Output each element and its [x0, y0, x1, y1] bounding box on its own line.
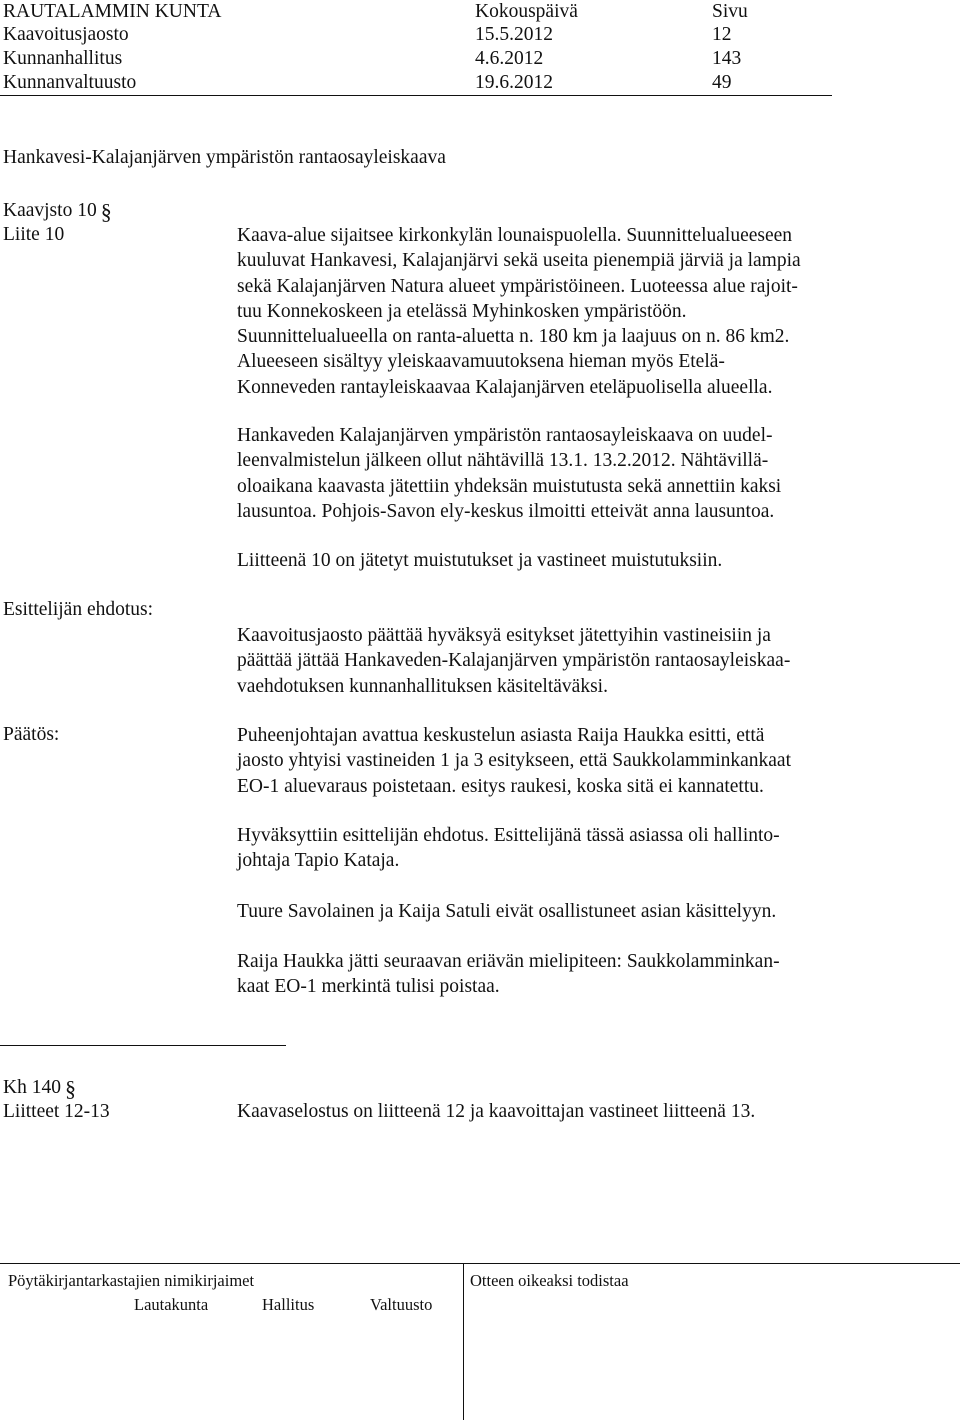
- text-line: Suunnittelualueella on ranta-aluetta n. 180 km ja laajuus on n. 86 km2.: [237, 326, 790, 348]
- org-name: RAUTALAMMIN KUNTA: [3, 1, 222, 22]
- header-rule: [0, 95, 832, 96]
- certified-label: Otteen oikeaksi todistaa: [470, 1271, 629, 1290]
- footer-divider: [463, 1263, 464, 1420]
- decision-label: Päätös:: [3, 724, 60, 745]
- footer-body-hallitus: Hallitus: [262, 1295, 315, 1314]
- footer-body-valtuusto: Valtuusto: [370, 1295, 433, 1314]
- footer-top-rule: [0, 1263, 960, 1264]
- header-row-body: Kunnanvaltuusto: [3, 72, 137, 93]
- text-line: vaehdotuksen kunnanhallituksen käsiteltäväksi.: [237, 675, 608, 697]
- col-page: Sivu: [712, 1, 748, 22]
- text-line: leenvalmistelun jälkeen ollut nähtävillä 13.1. 13.2.2012. Nähtävillä-: [237, 450, 769, 472]
- header-row-date: 15.5.2012: [475, 24, 553, 45]
- dissent-paragraph: [237, 949, 877, 1000]
- display-paragraph: [237, 423, 877, 524]
- header-row-page: 49: [712, 72, 732, 93]
- text-line: Hankaveden Kalajanjärven ympäristön rantaosayleiskaava on uudel-: [237, 425, 773, 446]
- header-row-page: 12: [712, 24, 732, 45]
- text-line: Raija Haukka jätti seuraavan eriävän mielipiteen: Saukkolamminkan-: [237, 951, 780, 972]
- section2-code: [3, 1074, 76, 1100]
- header-row-page: 143: [712, 48, 742, 69]
- section-separator: [0, 1045, 286, 1046]
- text-line: tuu Konnekoskeen ja etelässä Myhinkosken ympäristöön.: [237, 300, 687, 322]
- header-row-date: 19.6.2012: [475, 72, 553, 93]
- text-line: Tuure Savolainen ja Kaija Satuli eivät osallistuneet asian käsittelyyn.: [237, 901, 777, 922]
- section2-attachment-label: Liitteet 12-13: [3, 1101, 110, 1122]
- description-paragraph: [237, 223, 877, 400]
- proposal-paragraph: [237, 623, 877, 699]
- header-row-date: 4.6.2012: [475, 48, 544, 69]
- page-title: Hankavesi-Kalajanjärven ympäristön rantaosayleiskaava: [3, 147, 446, 168]
- header-row-body: Kaavoitusjaosto: [3, 24, 129, 45]
- decision-absent-paragraph: [237, 899, 877, 924]
- decision-approval-paragraph: [237, 823, 877, 874]
- text-line: EO-1 aluevaraus poistetaan. esitys raukesi, koska sitä ei kannatettu.: [237, 775, 764, 797]
- text-line: Konneveden rantayleiskaavaa Kalajanjärven eteläpuolisella alueella.: [237, 376, 773, 398]
- text-line: kaat EO-1 merkintä tulisi poistaa.: [237, 976, 500, 998]
- text-line: sekä Kalajanjärven Natura alueet ympäristöineen. Luoteessa alue rajoit-: [237, 275, 798, 297]
- text-line: päättää jättää Hankaveden-Kalajanjärven ympäristön rantaosayleiskaa-: [237, 650, 791, 672]
- text-line: jaosto yhtyisi vastineiden 1 ja 3 esitykseen, että Saukkolamminkankaat: [237, 750, 792, 772]
- section-code-text: Kaavjsto 10: [3, 200, 97, 221]
- text-line: johtaja Tapio Kataja.: [237, 850, 400, 872]
- footer-body-lautakunta: Lautakunta: [134, 1295, 209, 1314]
- header-row-body: Kunnanhallitus: [3, 48, 123, 69]
- attachment-paragraph: [237, 548, 877, 573]
- attachment-label: Liite 10: [3, 224, 65, 245]
- decision-paragraph: [237, 723, 877, 799]
- proposal-label: Esittelijän ehdotus:: [3, 599, 154, 620]
- section-mark: §: [100, 199, 112, 224]
- text-line: Alueeseen sisältyy yleiskaavamuutoksena hieman myös Etelä-: [237, 351, 725, 373]
- text-line: kuuluvat Hankavesi, Kalajanjärvi sekä useita pienempiä järviä ja lampia: [237, 250, 801, 272]
- section2-text: Kaavaselostus on liitteenä 12 ja kaavoittajan vastineet liitteenä 13.: [237, 1101, 756, 1122]
- text-line: Puheenjohtajan avattua keskustelun asiasta Raija Haukka esitti, että: [237, 725, 765, 746]
- text-line: Hyväksyttiin esittelijän ehdotus. Esittelijänä tässä asiassa oli hallinto-: [237, 825, 780, 846]
- signatures-label: Pöytäkirjantarkastajien nimikirjaimet: [8, 1271, 255, 1290]
- section-mark: §: [64, 1076, 76, 1101]
- text-line: Kaava-alue sijaitsee kirkonkylän lounaispuolella. Suunnittelualueeseen: [237, 225, 793, 246]
- section2-code-text: Kh 140: [3, 1077, 61, 1098]
- text-line: Liitteenä 10 on jätetyt muistutukset ja vastineet muistutuksiin.: [237, 550, 723, 571]
- text-line: Kaavoitusjaosto päättää hyväksyä esitykset jätettyihin vastineisiin ja: [237, 625, 771, 646]
- text-line: lausuntoa. Pohjois-Savon ely-keskus ilmoitti etteivät anna lausuntoa.: [237, 500, 775, 522]
- col-meeting-date: Kokouspäivä: [475, 1, 578, 22]
- section-code: [3, 197, 112, 223]
- text-line: oloaikana kaavasta jätettiin yhdeksän muistutusta sekä annettiin kaksi: [237, 475, 782, 497]
